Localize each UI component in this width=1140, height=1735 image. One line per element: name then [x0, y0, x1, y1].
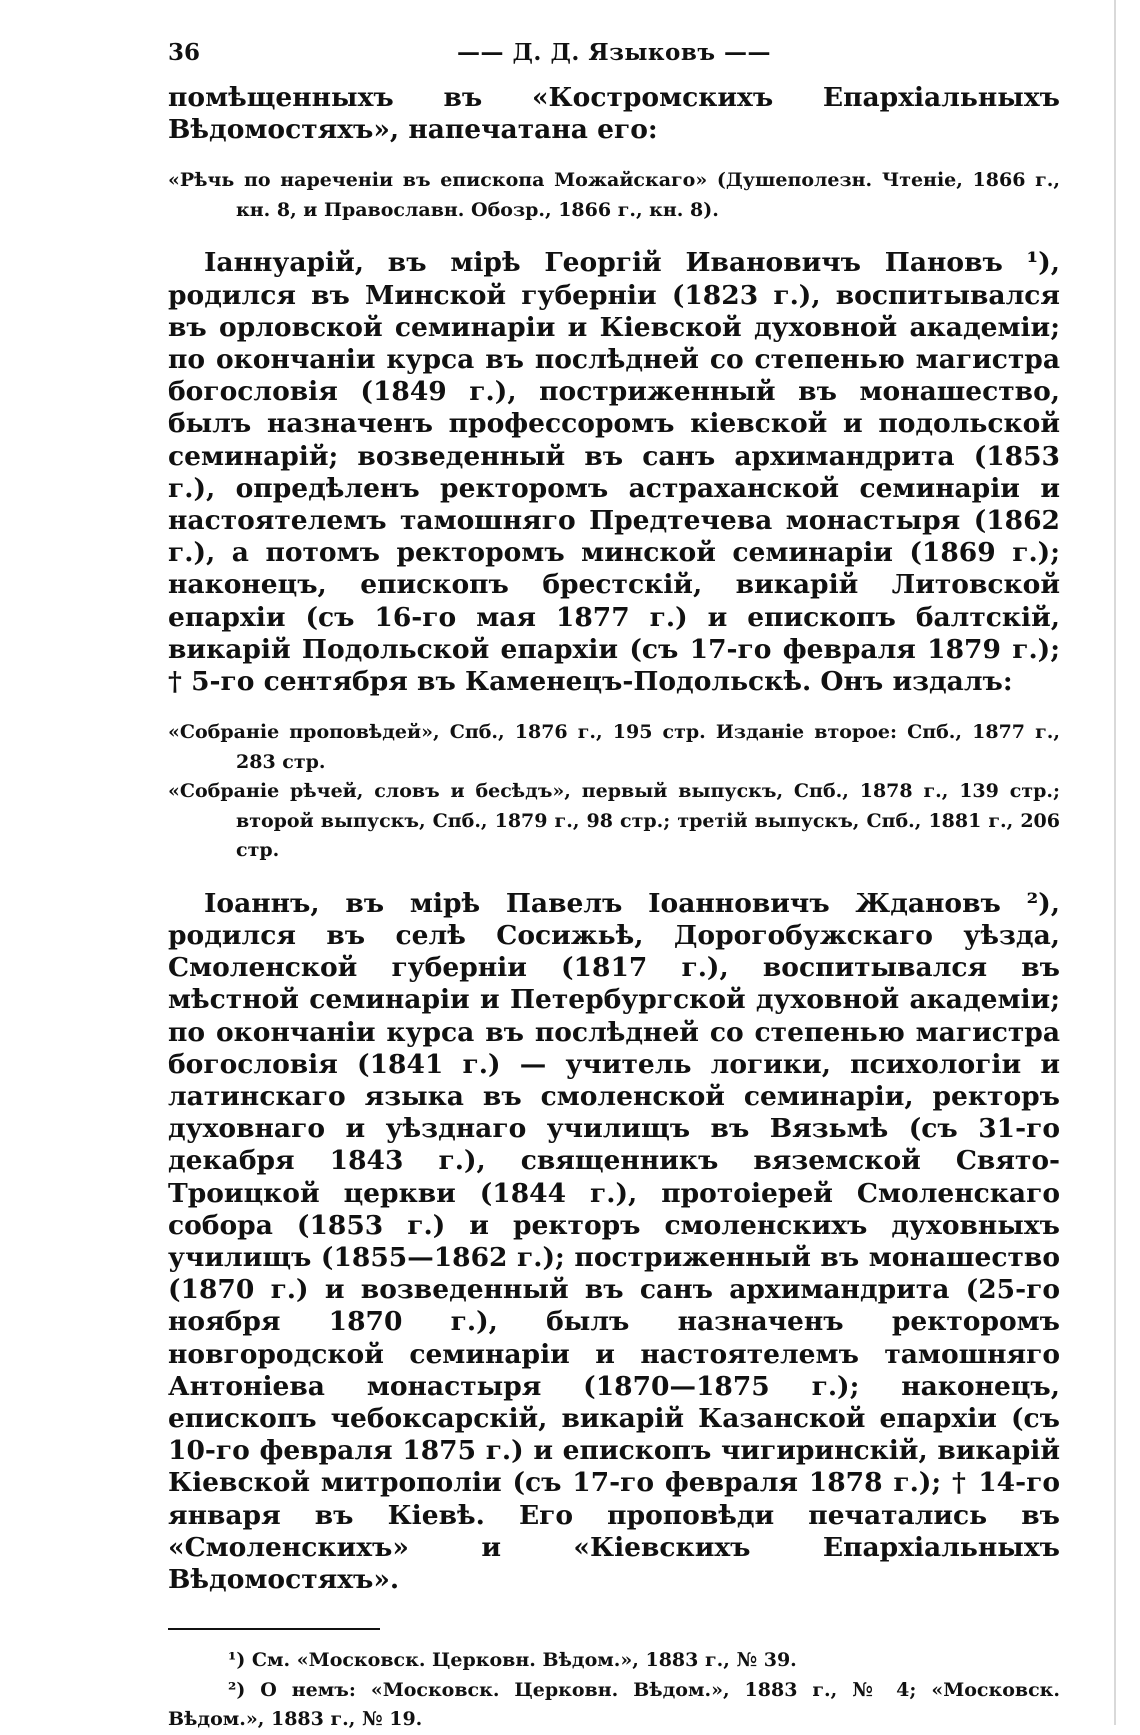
- bibliography-entry: «Собранiе проповѣдей», Спб., 1876 г., 195 стр. Изданiе второе: Спб., 1877 г., 283 стр.: [168, 721, 1060, 773]
- bibliography-entry: «Собранiе рѣчей, словъ и бесѣдъ», первый выпускъ, Спб., 1878 г., 139 стр.; второй выпускъ, Спб., 1879 г., 98 стр.; третiй выпускъ, Спб., 1881 г., 206 стр.: [168, 780, 1060, 862]
- spacer: [168, 225, 1060, 247]
- main-text: [168, 82, 1060, 1735]
- footnote-2: ²) О немъ: «Московск. Церковн. Вѣдом.», 1883 г., № 4; «Московск. Вѣдом.», 1883 г., № 19.: [168, 1678, 1060, 1731]
- paragraph-continuation: помѣщенныхъ въ «Костромскихъ Епархiальныхъ Вѣдомостяхъ», напечатана его:: [168, 82, 1060, 146]
- footnote-divider: [168, 1628, 380, 1630]
- footnote-1: ¹) См. «Московск. Церковн. Вѣдом.», 1883 г., № 39.: [228, 1649, 797, 1672]
- page-spine-edge: [1114, 0, 1116, 1725]
- spacer: [168, 698, 1060, 718]
- biography-ianuariy: Iаннуарiй, въ мiрѣ Георгiй Ивановичъ Пановъ ¹), родился въ Минской губернiи (1823 г.), воспитывался въ орловской семинарiи и Кiевской духовной академiи; по окончанiи курса въ послѣдней со степенью магистра богословiя (1849 г.), постриженный въ монашество, былъ назначенъ профессоромъ кiевской и подольской семинарiй; возведенный въ санъ архимандрита (1853 г.), опредѣленъ ректоромъ астраханской семинарiи и настоятелемъ тамошняго Предтечева монастыря (1862 г.), а потомъ ректоромъ минской семинарiи (1869 г.); наконецъ, епископъ брестскiй, викарiй Литовской епархiи (съ 16-го мая 1877 г.) и епископъ балтскiй, викарiй Подольской епархiи (съ 17-го февраля 1879 г.); † 5-го сентября въ Каменецъ-Подольскѣ. Онъ издалъ:: [168, 247, 1060, 698]
- spacer: [168, 866, 1060, 888]
- spacer: [168, 146, 1060, 166]
- bibliography-entry: «Рѣчь по нареченiи въ епископа Можайскаго» (Душеполезн. Чтенiе, 1866 г., кн. 8, и Православн. Обозр., 1866 г., кн. 8).: [168, 169, 1060, 221]
- running-head: —— Д. Д. Языковъ ——: [456, 39, 772, 66]
- page-header: [168, 38, 1060, 68]
- page-number: 36: [168, 39, 201, 66]
- biography-ioann: Iоаннъ, въ мiрѣ Павелъ Iоанновичъ Ждановъ ²), родился въ селѣ Сосижьѣ, Дорогобужскаго уѣзда, Смоленской губернiи (1817 г.), воспитывался въ мѣстной семинарiи и Петербургской духовной академiи; по окончанiи курса въ послѣдней со степенью магистра богословiя (1841 г.) — учитель логики, психологiи и латинскаго языка въ смоленской семинарiи, ректоръ духовнаго и уѣзднаго училищъ въ Вязьмѣ (съ 31-го декабря 1843 г.), священникъ вяземской Свято-Троицкой церкви (1844 г.), протоiерей Смоленскаго собора (1853 г.) и ректоръ смоленскихъ духовныхъ училищъ (1855—1862 г.); постриженный въ монашество (1870 г.) и возведенный въ санъ архимандрита (25-го ноября 1870 г.), былъ назначенъ ректоромъ новгородской семинарiи и настоятелемъ тамошняго Антонiева монастыря (1870—1875 г.); наконецъ, епископъ чебоксарскiй, викарiй Казанской епархiи (съ 10-го февраля 1875 г.) и епископъ чигиринскiй, викарiй Кiевской митрополiи (съ 17-го февраля 1878 г.); † 14-го января въ Кiевѣ. Его проповѣди печатались въ «Смоленскихъ» и «Кiевскихъ Епархiальныхъ Вѣдомостяхъ».: [168, 887, 1060, 1596]
